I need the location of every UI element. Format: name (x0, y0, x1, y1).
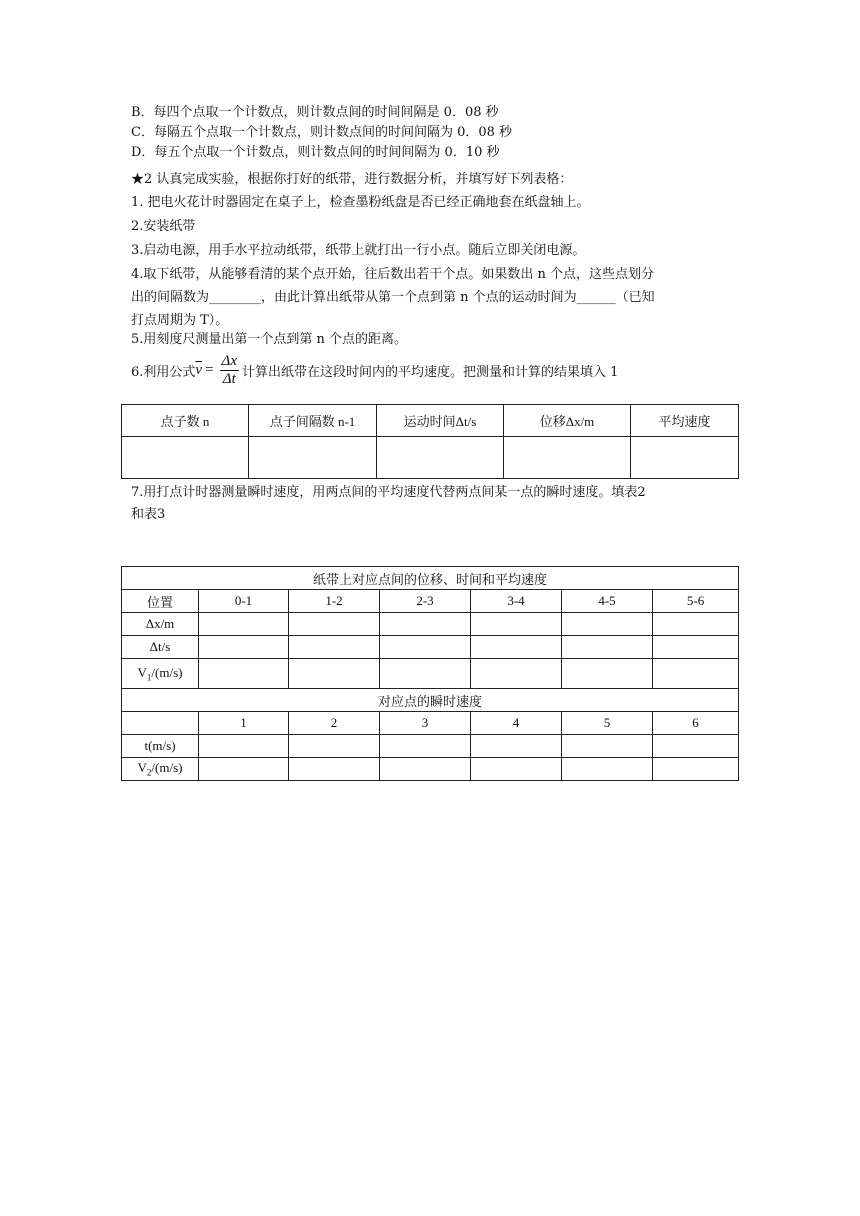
point-5: 5 (562, 712, 653, 735)
point-4: 4 (471, 712, 562, 735)
interval-3-4: 3-4 (471, 590, 562, 613)
table-cell[interactable] (471, 636, 562, 659)
step-6-suffix: 计算出纸带在这段时间内的平均速度。把测量和计算的结果填入 1 (242, 364, 619, 380)
step-4-line-3: 打点周期为 T）。 (131, 313, 229, 328)
step-6-prefix: 6.利用公式 (131, 364, 196, 380)
table-cell[interactable] (562, 659, 653, 689)
v1-row (122, 659, 739, 689)
table-2-subtitle-row (122, 689, 739, 712)
option-b: B．每四个点取一个计数点，则计数点间的时间间隔是 0．08 秒 (131, 105, 499, 120)
cell-point-count[interactable] (122, 437, 249, 479)
header-point-count: 点子数 n (122, 405, 249, 437)
points-row (122, 712, 739, 735)
cell-motion-time[interactable] (377, 437, 504, 479)
table-cell[interactable] (653, 659, 739, 689)
v2-label: $V_2/(m/s)$ (122, 758, 199, 781)
table-cell[interactable] (380, 659, 471, 689)
point-6: 6 (653, 712, 739, 735)
step-6 (131, 350, 618, 390)
fraction-denominator: Δt (222, 370, 236, 387)
option-d: D．每五个点取一个计数点，则计数点间的时间间隔为 0．10 秒 (131, 145, 500, 160)
average-velocity-symbol: $\overline{v}$ (195, 361, 203, 378)
table-cell[interactable] (289, 758, 380, 781)
table-cell[interactable] (199, 659, 289, 689)
point-3: 3 (380, 712, 471, 735)
time-row (122, 636, 739, 659)
t-row (122, 735, 739, 758)
table-cell[interactable] (562, 636, 653, 659)
table-1 (121, 404, 739, 479)
table-cell[interactable] (289, 659, 380, 689)
point-2: 2 (289, 712, 380, 735)
step-3: 3.启动电源，用手水平拉动纸带，纸带上就打出一行小点。随后立即关闭电源。 (131, 243, 586, 258)
table-cell[interactable] (471, 659, 562, 689)
points-corner (122, 712, 199, 735)
table-cell[interactable] (562, 735, 653, 758)
position-label: 位置 (122, 590, 199, 613)
table-cell[interactable] (562, 758, 653, 781)
t-label: t(m/s) (122, 735, 199, 758)
header-interval-count: 点子间隔数 n-1 (249, 405, 377, 437)
step-2: 2.安装纸带 (131, 219, 196, 234)
table-2-subtitle: 对应点的瞬时速度 (122, 689, 739, 712)
table-cell[interactable] (653, 636, 739, 659)
v2-row (122, 758, 739, 781)
table-cell[interactable] (199, 636, 289, 659)
table-cell[interactable] (471, 735, 562, 758)
point-1: 1 (199, 712, 289, 735)
step-7-line-2: 和表3 (131, 507, 166, 522)
interval-5-6: 5-6 (653, 590, 739, 613)
table-cell[interactable] (653, 758, 739, 781)
header-motion-time: 运动时间Δt/s (377, 405, 504, 437)
cell-interval-count[interactable] (249, 437, 377, 479)
v1-label (122, 659, 199, 689)
interval-1-2: 1-2 (289, 590, 380, 613)
table-2-title-row (122, 567, 739, 590)
table-cell[interactable] (471, 758, 562, 781)
equals-sign: = (205, 361, 214, 378)
table-cell[interactable] (562, 613, 653, 636)
table-cell[interactable] (289, 735, 380, 758)
time-label: Δt/s (122, 636, 199, 659)
option-c: C．每隔五个点取一个计数点，则计数点间的时间间隔为 0．08 秒 (131, 125, 513, 140)
step-4-line-2: 出的间隔数为________，由此计算出纸带从第一个点到第 n 个点的运动时间为______（已知 (131, 290, 655, 305)
table-cell[interactable] (199, 758, 289, 781)
interval-2-3: 2-3 (380, 590, 471, 613)
header-displacement: 位移Δx/m (504, 405, 631, 437)
interval-0-1: 0-1 (199, 590, 289, 613)
task-heading: ★2 认真完成实验，根据你打好的纸带，进行数据分析，并填写好下列表格： (131, 172, 573, 187)
header-average-velocity: 平均速度 (631, 405, 739, 437)
displacement-row (122, 613, 739, 636)
table-cell[interactable] (380, 735, 471, 758)
step-5: 5.用刻度尺测量出第一个点到第 n 个点的距离。 (131, 332, 408, 347)
step-4-line-1: 4.取下纸带，从能够看清的某个点开始，往后数出若干个点。如果数出 n 个点，这些点划分 (131, 267, 655, 282)
table-2 (121, 566, 739, 781)
table-cell[interactable] (380, 758, 471, 781)
fraction-numerator: Δx (221, 352, 238, 369)
step-7-line-1: 7.用打点计时器测量瞬时速度，用两点间的平均速度代替两点间某一点的瞬时速度。填表2 (131, 485, 646, 500)
table-cell[interactable] (380, 636, 471, 659)
cell-average-velocity[interactable] (631, 437, 739, 479)
interval-4-5: 4-5 (562, 590, 653, 613)
position-row (122, 590, 739, 613)
table-cell[interactable] (289, 636, 380, 659)
table-1-input-row (122, 437, 739, 479)
displacement-label: Δx/m (122, 613, 199, 636)
table-1-header-row (122, 405, 739, 437)
table-cell[interactable] (199, 735, 289, 758)
velocity-fraction (220, 353, 239, 388)
table-cell[interactable] (289, 613, 380, 636)
table-cell[interactable] (380, 613, 471, 636)
step-1: 1. 把电火花计时器固定在桌子上，检查墨粉纸盘是否已经正确地套在纸盘轴上。 (131, 195, 590, 210)
table-cell[interactable] (471, 613, 562, 636)
v1-label-text: $V_1/(m/s)$ (137, 664, 183, 683)
table-cell[interactable] (653, 613, 739, 636)
table-cell[interactable] (653, 735, 739, 758)
table-2-title: 纸带上对应点间的位移、时间和平均速度 (122, 567, 739, 590)
table-cell[interactable] (199, 613, 289, 636)
cell-displacement[interactable] (504, 437, 631, 479)
